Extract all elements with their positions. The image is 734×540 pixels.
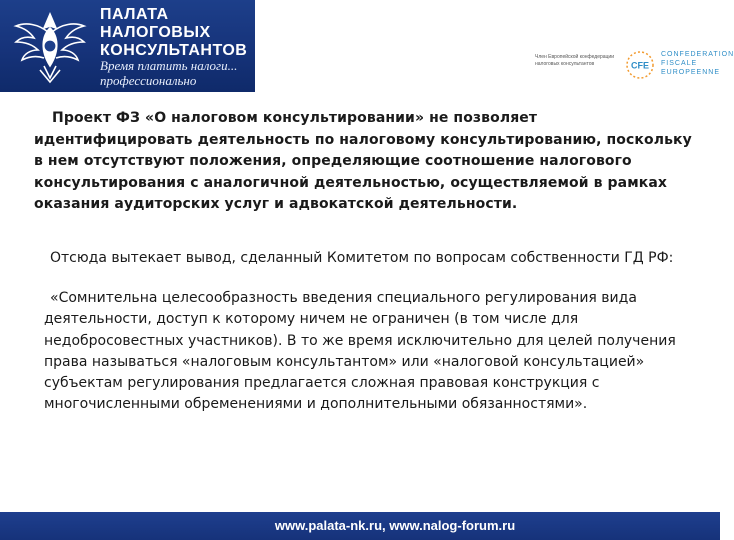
org-name-line1: ПАЛАТА	[100, 6, 169, 23]
footer-bar	[0, 512, 720, 540]
footer-website-links: www.palata-nk.ru, www.nalog-forum.ru	[274, 518, 516, 533]
cfe-full-name	[661, 50, 734, 77]
cfe-badge-text: CFE	[631, 60, 649, 71]
paragraph-conclusion: Отсюда вытекает вывод, сделанный Комитетом по вопросам собственности ГД РФ:	[50, 250, 674, 266]
slogan-line2: профессионально	[100, 73, 197, 88]
header	[0, 0, 734, 96]
logo-banner	[0, 0, 255, 92]
eagle-emblem-icon	[10, 6, 90, 86]
org-name-line3: КОНСУЛЬТАНТОВ	[100, 42, 248, 59]
partner-membership-text: Член Европейской конфедерации налоговых консультантов	[535, 54, 615, 67]
cfe-partner-block	[535, 48, 734, 86]
org-name-line2: НАЛОГОВЫХ	[100, 24, 211, 41]
paragraph-draft-law: Проект ФЗ «О налоговом консультировании» не позволяет идентифицировать деятельность по налоговому консультированию, поскольку в нем отсутствуют положения, определяющие соотношение налогового консультирования с аналогичной деятельностью, осуществляемой в рамках оказания аудиторских услуг и адвокатской деятельности.	[34, 110, 692, 212]
slogan-line1: Время платить налоги...	[100, 58, 238, 73]
paragraph-committee-quote: «Сомнительна целесообразность введения специального регулирования вида деятельности, доступ к которому ничем не ограничен (в том числе для недобросовестных участников). В то же время исключительно для целей получения права называться «налоговым консультантом» или «налоговой консультацией» субъектам регулирования предлагается сложная правовая конструкция с многочисленными обременениями и дополнительными обязанностями».	[44, 290, 676, 413]
cfe-logo-icon	[625, 50, 659, 80]
cfe-name-line3: EUROPEENNE	[661, 69, 721, 76]
cfe-name-line1: CONFEDERATION	[661, 51, 734, 58]
cfe-name-line2: FISCALE	[661, 60, 698, 67]
